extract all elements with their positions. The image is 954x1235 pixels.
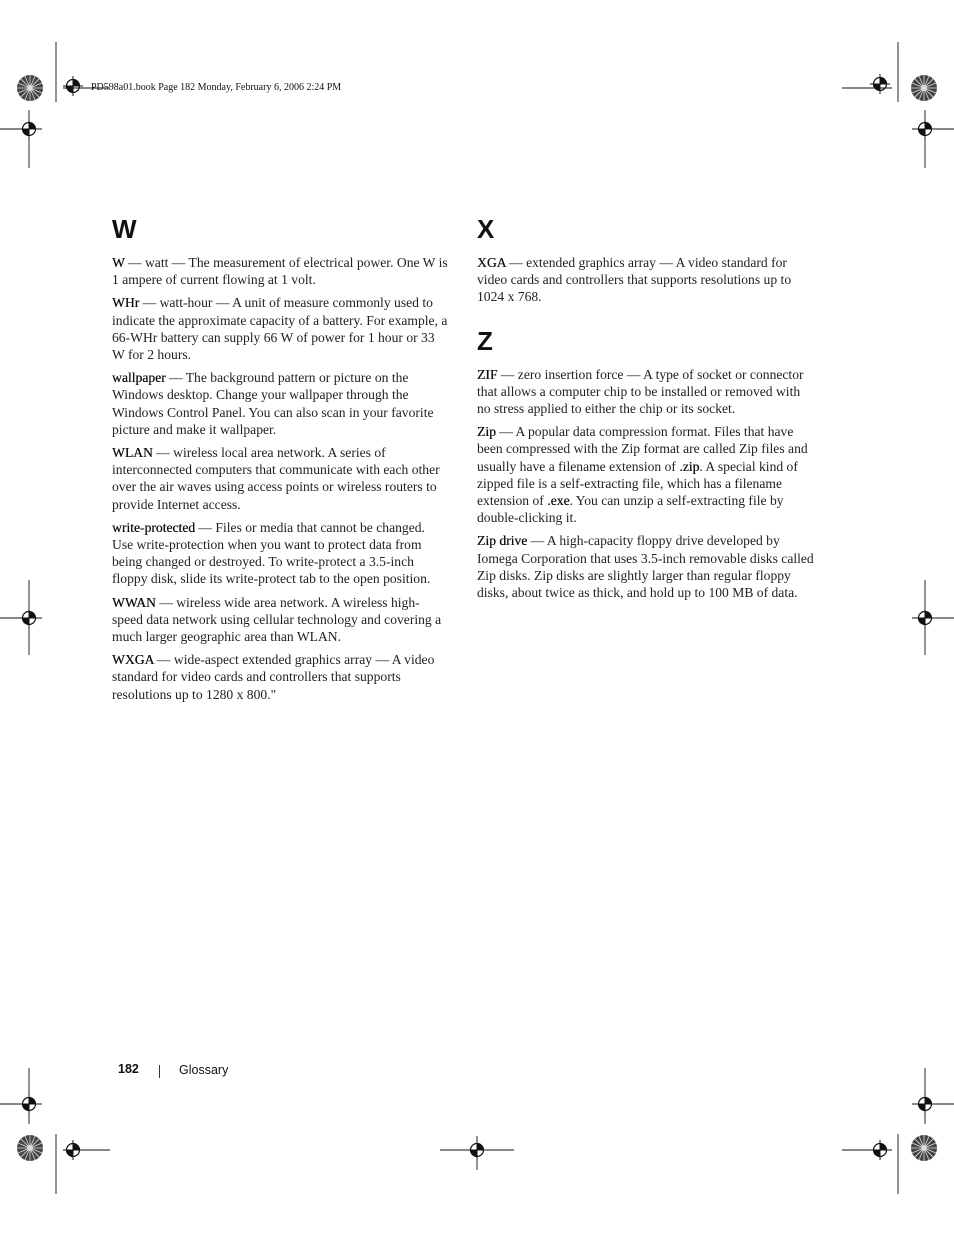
- file-extension: .exe: [547, 493, 570, 509]
- entry-term: write-protected: [112, 519, 196, 535]
- entry-definition: — watt — The measurement of electrical power. One W is 1 ampere of current flowing at 1 volt.: [112, 255, 448, 288]
- entry-definition: — zero insertion force — A type of socket or connector that allows a computer chip to be installed or removed with no stress applied to either the chip or its socket.: [477, 366, 804, 417]
- section-letter-w: W: [112, 214, 137, 244]
- entry-definition: — wide-aspect extended graphics array — A video standard for video cards and controllers that supports resolutions up to 1280 x 800.": [112, 652, 435, 702]
- glossary-entry-wwan: [112, 594, 448, 646]
- entry-term: ZIF: [477, 366, 498, 382]
- entry-term: W: [112, 255, 125, 270]
- print-info-header: PD598a01.book Page 182 Monday, February 6, 2006 2:24 PM: [91, 82, 342, 93]
- entry-term: WHr: [112, 295, 140, 311]
- footer-divider: [159, 1065, 160, 1078]
- glossary-entry-whr: [112, 294, 448, 363]
- entry-definition: — watt-hour — A unit of measure commonly used to indicate the approximate capacity of a battery. For example, a 66-WHr battery can supply 66 W of power for 1 hour or 33 W for 2 hours.: [112, 295, 448, 363]
- glossary-entry-zif: [477, 366, 815, 418]
- entry-term: wallpaper: [112, 370, 166, 386]
- glossary-entry-xga: [477, 254, 815, 306]
- section-title: Glossary: [179, 1063, 229, 1077]
- page-number: 182: [118, 1062, 139, 1076]
- entry-definition: . You can unzip a self-extracting file by double-clicking it.: [477, 493, 784, 526]
- entry-definition: . A special kind of zipped file is a self-extracting file, which has a filename extension of: [477, 458, 798, 509]
- entry-term: Zip: [477, 424, 496, 440]
- entry-definition: — A popular data compression format. Files that have been compressed with the Zip format are called Zip files and usually have a filename extension of: [477, 424, 808, 474]
- entry-term: WXGA: [112, 652, 154, 668]
- left-column: [112, 214, 448, 709]
- entry-definition: — Files or media that cannot be changed. Use write-protection when you want to protect data from being changed or destroyed. To write-protect a 3.5-inch floppy disk, slide its write-protect tab to the open position.: [112, 519, 431, 587]
- file-extension: .zip: [679, 458, 700, 474]
- section-letter-x: X: [477, 214, 495, 244]
- glossary-entry-wallpaper: [112, 369, 448, 438]
- right-column: [477, 214, 815, 607]
- entry-term: XGA: [477, 255, 506, 270]
- entry-definition: — wireless local area network. A series of interconnected computers that communicate with each other over the air waves using access points or wireless routers to provide Internet access.: [112, 445, 440, 512]
- entry-term: WLAN: [112, 445, 153, 461]
- entry-definition: — extended graphics array — A video standard for video cards and controllers that supports resolutions up to 1024 x 768.: [477, 255, 792, 305]
- glossary-entry-w: [112, 254, 448, 288]
- entry-term: Zip drive: [477, 533, 528, 549]
- section-letter-z: Z: [477, 325, 493, 356]
- entry-definition: — wireless wide area network. A wireless high-speed data network using cellular technology and covering a much larger geographic area than WLAN.: [112, 594, 442, 645]
- glossary-entry-write-protected: [112, 519, 448, 588]
- glossary-entry-wlan: [112, 444, 448, 513]
- entry-definition: — The background pattern or picture on the Windows desktop. Change your wallpaper through the Windows Control Panel. You can also scan in your favorite picture and make it wallpaper.: [112, 370, 434, 437]
- entry-definition: — A high-capacity floppy drive developed by Iomega Corporation that uses 3.5-inch removable disks called Zip disks. Zip disks are slightly larger than regular floppy disks, about twice as thick, and hold up to 100 MB of data.: [477, 533, 814, 601]
- glossary-entry-wxga: [112, 651, 448, 703]
- glossary-entry-zip-drive: [477, 532, 815, 601]
- entry-term: WWAN: [112, 594, 156, 610]
- glossary-entry-zip: [477, 423, 815, 526]
